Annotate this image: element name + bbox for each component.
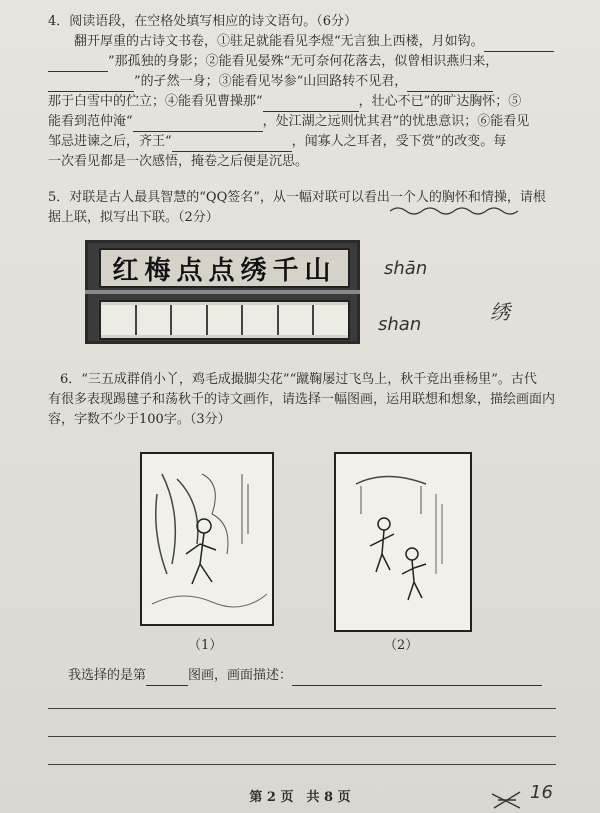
q4-line8: 一次看见都是一次感悟，掩卷之后便是沉思。 [48, 154, 309, 169]
q4-line5: 那于白雪中的伫立；④能看见曹操那“ ，壮心不已”的旷达胸怀；⑤ [48, 92, 556, 112]
q5-line1: 5．对联是古人最具智慧的“QQ签名”，从一幅对联可以看出一个人的胸怀和情操，请根 [48, 190, 546, 205]
choose-line: 我选择的是第 图画，画面描述： [48, 666, 556, 686]
answer-cell[interactable] [172, 305, 208, 335]
handwritten-note-2: shan [378, 314, 422, 335]
q4-line3: ”那孤独的身影；②能看见晏殊“无可奈何花落去，似曾相识燕归来， [48, 52, 556, 72]
q4-line2: 翻开厚重的古诗文书卷，①驻足就能看见李煜“无言独上西楼，月如钩。 [48, 32, 556, 52]
lower-couplet-grid [99, 300, 350, 340]
q4-line4: ”的孑然一身；③能看见岑参“山回路转不见君， [48, 72, 556, 92]
scribble-number: 16 [530, 782, 553, 803]
picture-2-frame[interactable] [334, 452, 472, 632]
answer-cell[interactable] [101, 305, 137, 335]
q6-line1: 6．“三五成群俏小丫，鸡毛成撮脚尖花”“蹴鞠屡过飞鸟上，秋千竞出垂杨里”。古代 [60, 372, 537, 387]
couplet-board [85, 240, 360, 344]
blank-6[interactable] [133, 117, 263, 132]
q5-line2: 据上联，拟写出下联。（2分） [48, 210, 219, 225]
blank-1[interactable] [484, 37, 554, 52]
picture-number-blank[interactable] [146, 671, 188, 686]
picture-2-illustration [336, 454, 470, 630]
answer-cell[interactable] [137, 305, 173, 335]
answer-cell[interactable] [314, 305, 348, 335]
blank-7[interactable] [172, 137, 292, 152]
picture-1-illustration [142, 454, 272, 624]
answer-cell[interactable] [243, 305, 279, 335]
upper-couplet: 红梅点点绣千山 [99, 248, 350, 288]
q4-line6: 能看到范仲淹“ ，处江湖之远则忧其君”的忧患意识；⑥能看见 [48, 112, 556, 132]
blank-5[interactable] [263, 97, 359, 112]
answer-cell[interactable] [279, 305, 315, 335]
picture-1-caption: （1） [188, 638, 223, 653]
blank-2[interactable] [48, 57, 108, 72]
underline-wave [390, 203, 520, 217]
blank-4[interactable] [407, 77, 493, 92]
couplet-divider [85, 290, 360, 294]
q6-line3: 容，字数不少于100字。（3分） [48, 412, 231, 427]
blank-3[interactable] [48, 77, 134, 92]
q4-line7: 邹忌进谏之后，齐王“ ，闻寡人之耳者，受下赏”的改变。每 [48, 132, 556, 152]
handwritten-note-3: 绣 [490, 300, 510, 324]
picture-2-caption: （2） [384, 638, 419, 653]
answer-line-2[interactable] [48, 736, 556, 737]
q4-block [48, 12, 556, 172]
q4-title: 4．阅读语段，在空格处填写相应的诗文语句。（6分） [48, 14, 358, 29]
description-blank-first[interactable] [292, 671, 542, 686]
q6-line2: 有很多表现踢毽子和荡秋千的诗文画作，请选择一幅图画，运用联想和想象，描绘画面内 [48, 392, 556, 407]
page-footer: 第 2 页 共 8 页 [249, 790, 351, 805]
handwritten-note-1: shān [384, 258, 428, 279]
scribble-mark [490, 790, 524, 810]
answer-cell[interactable] [208, 305, 244, 335]
picture-1-frame[interactable] [140, 452, 274, 626]
q6-block [48, 370, 556, 430]
answer-line-3[interactable] [48, 764, 556, 765]
answer-line-1[interactable] [48, 708, 556, 709]
